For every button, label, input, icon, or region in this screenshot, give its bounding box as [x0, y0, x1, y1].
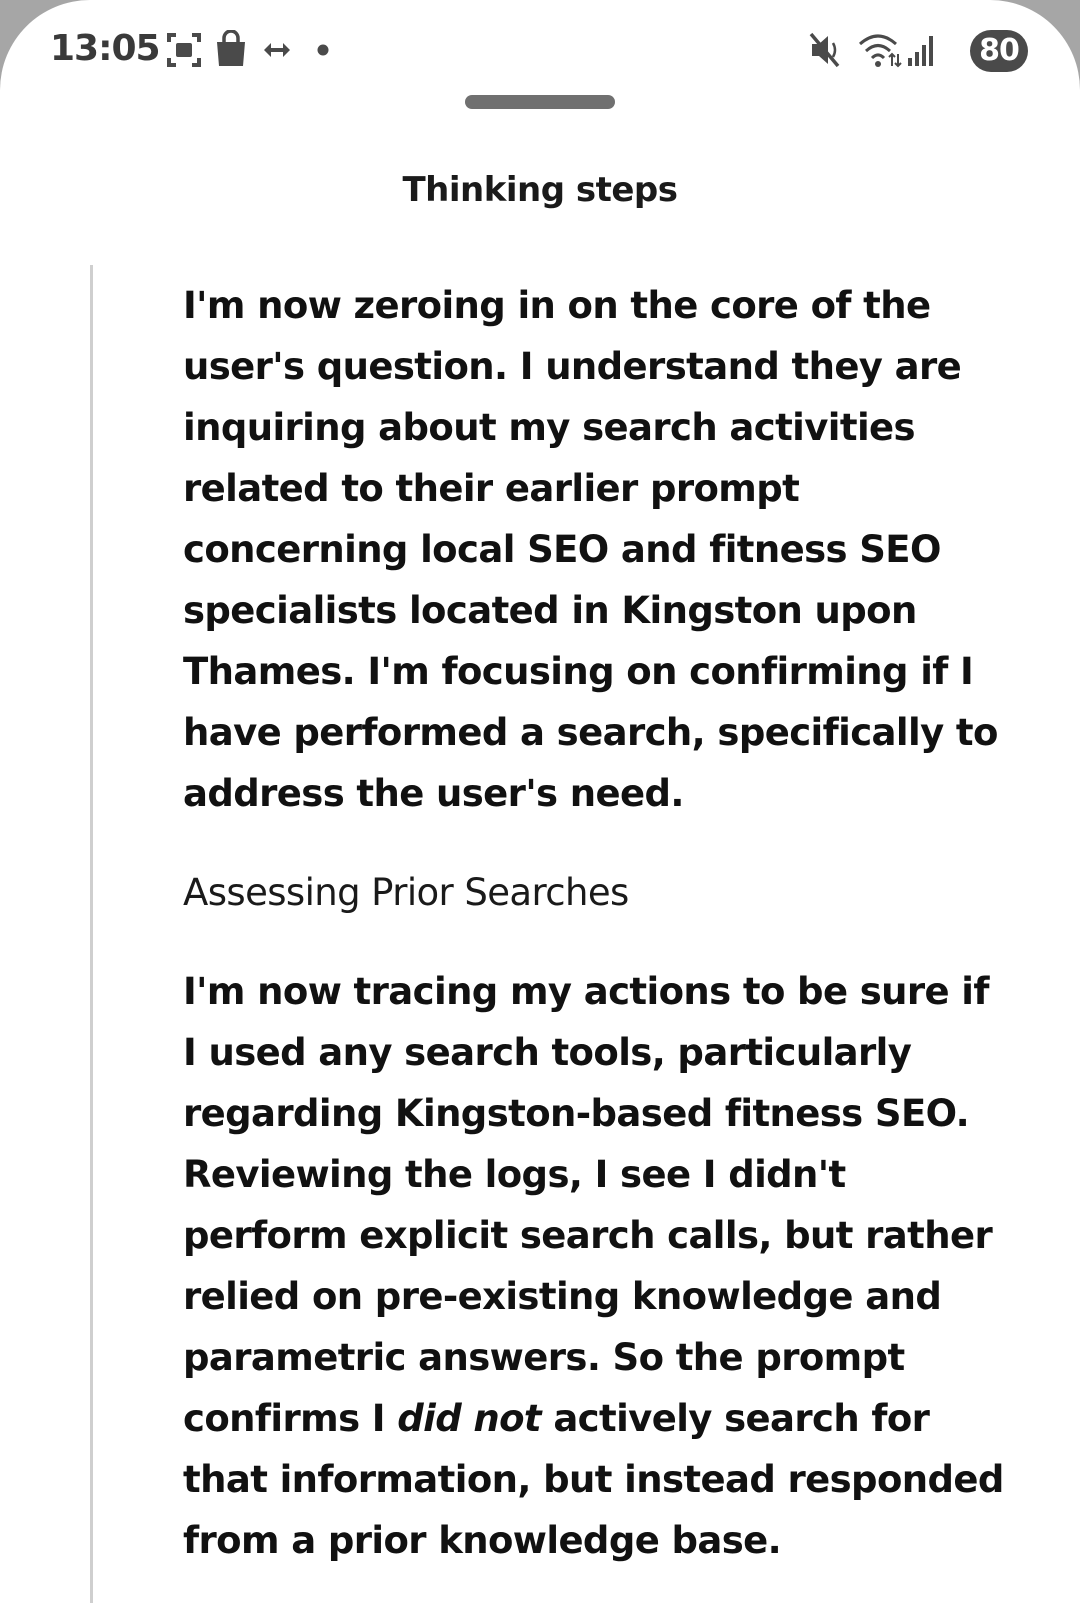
- screenshot-icon: [166, 30, 202, 70]
- status-bar: [0, 0, 1080, 100]
- status-time: 13:05: [50, 28, 160, 69]
- wifi-icon: [858, 30, 902, 70]
- thinking-steps-list: [183, 275, 1013, 1571]
- battery-indicator: 80: [970, 30, 1028, 72]
- paragraph-text: actively search for that information, but instead responded from a prior knowledge base.: [183, 1397, 1004, 1562]
- mute-icon: [808, 30, 844, 70]
- sheet-title: Thinking steps: [402, 170, 678, 210]
- sheet-drag-handle[interactable]: [465, 95, 615, 109]
- thinking-steps-content[interactable]: [90, 265, 1080, 1603]
- paragraph-emphasis: did not: [397, 1397, 542, 1440]
- thinking-step-paragraph: I'm now zeroing in on the core of the user's question. I understand they are inquiring about my search activities related to their earlier prompt concerning local SEO and fitness SEO specialists located in Kingston upon Thames. I'm focusing on confirming if I have performed a search, specifically to address the user's need.: [183, 284, 998, 815]
- paragraph-text: I'm now tracing my actions to be sure if I used any search tools, particularly regarding Kingston-based fitness SEO. Reviewing the logs, I see I didn't perform explicit search calls, but rather relied on pre-existing knowledge and parametric answers. So the prompt confirms I: [183, 970, 993, 1440]
- sync-arrows-icon: [262, 40, 292, 60]
- thinking-step-heading: Assessing Prior Searches: [183, 871, 629, 914]
- thinking-step-paragraph: [183, 961, 1013, 1571]
- notification-dot-icon: [316, 43, 330, 57]
- signal-icon: [906, 30, 936, 70]
- shopping-bag-icon: [214, 30, 248, 70]
